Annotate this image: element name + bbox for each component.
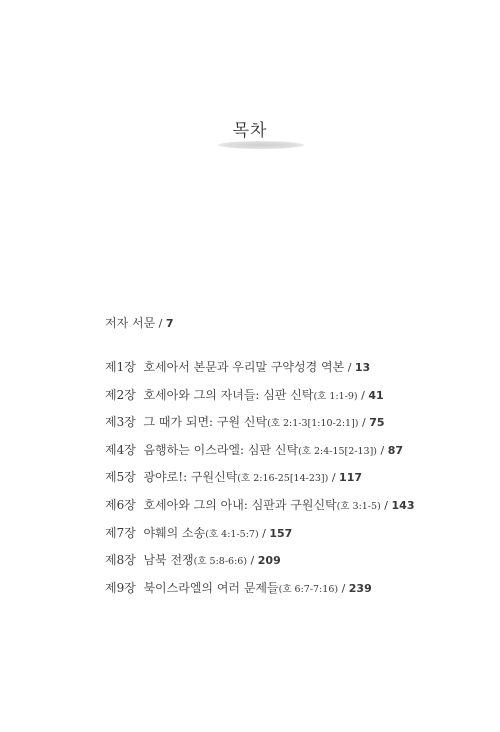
- chapter-reference: (호 2:1-3[1:10-2:1]): [267, 418, 359, 430]
- chapter-number: 제8장: [105, 553, 136, 568]
- table-of-contents: [105, 359, 414, 607]
- chapter-reference: (호 4:1-5:7): [205, 528, 259, 540]
- chapter-number: 제5장: [105, 470, 136, 485]
- separator: /: [247, 554, 258, 568]
- chapter-page-number: 41: [368, 388, 384, 402]
- preface-page-number: 7: [165, 317, 174, 330]
- chapter-number: 제6장: [105, 497, 136, 512]
- separator: /: [380, 498, 392, 512]
- chapter-number: 제2장: [105, 387, 136, 402]
- chapter-reference: (호 6:7-7:16): [278, 583, 339, 595]
- separator: /: [358, 416, 370, 430]
- chapter-entry-6[interactable]: [105, 497, 414, 525]
- chapter-title: 그 때가 되면: 구원 신탁: [143, 415, 268, 430]
- separator: /: [155, 317, 166, 330]
- chapter-reference: (호 2:4-15[2-13]): [298, 445, 378, 457]
- chapter-title: 호세아와 그의 자녀들: 심판 신탁: [143, 387, 314, 402]
- chapter-reference: (호 1:1-9): [313, 390, 358, 402]
- chapter-title: 야훼의 소송: [143, 525, 206, 540]
- preface-label: 저자 서문: [105, 316, 156, 330]
- chapter-number: 제4장: [105, 442, 136, 457]
- chapter-page-number: 209: [257, 554, 281, 568]
- chapter-page-number: 75: [369, 416, 385, 430]
- chapter-entry-9[interactable]: [105, 580, 414, 608]
- chapter-number: 제3장: [105, 415, 136, 430]
- chapter-reference: (호 5:8-6:6): [193, 556, 248, 568]
- chapter-page-number: 157: [269, 526, 293, 540]
- separator: /: [357, 388, 369, 402]
- chapter-reference: (호 3:1-5): [336, 500, 381, 512]
- separator: /: [328, 471, 340, 485]
- chapter-title: 광야로!: 구원신탁: [143, 470, 238, 485]
- chapter-title: 음행하는 이스라엘: 심판 신탁: [143, 442, 299, 457]
- chapter-title: 호세아와 그의 아내: 심판과 구원신탁: [143, 497, 337, 512]
- chapter-page-number: 13: [354, 361, 371, 374]
- separator: /: [344, 361, 355, 374]
- separator: /: [338, 581, 349, 595]
- chapter-page-number: 143: [391, 498, 415, 512]
- chapter-page-number: 117: [339, 471, 363, 485]
- chapter-entry-8[interactable]: [105, 552, 414, 580]
- chapter-title: 호세아서 본문과 우리말 구약성경 역본: [143, 360, 345, 374]
- chapter-page-number: 239: [348, 581, 372, 595]
- chapter-title: 남북 전쟁: [143, 553, 194, 568]
- preface-entry[interactable]: [105, 314, 174, 331]
- separator: /: [258, 526, 270, 540]
- chapter-entry-4[interactable]: [105, 442, 414, 470]
- chapter-reference: (호 2:16-25[14-23]): [237, 473, 329, 485]
- chapter-number: 제7장: [105, 525, 136, 540]
- chapter-entry-3[interactable]: [105, 414, 414, 442]
- chapter-number: 제1장: [105, 360, 136, 374]
- chapter-entry-5[interactable]: [105, 469, 414, 497]
- chapter-entry-1[interactable]: [105, 359, 414, 387]
- page-title: 목차: [232, 121, 268, 141]
- chapter-title: 북이스라엘의 여러 문제들: [143, 580, 279, 595]
- chapter-entry-7[interactable]: [105, 525, 414, 553]
- separator: /: [377, 443, 388, 457]
- title-underline-shadow: [218, 141, 304, 149]
- chapter-entry-2[interactable]: [105, 387, 414, 415]
- chapter-number: 제9장: [105, 580, 136, 595]
- chapter-page-number: 87: [387, 443, 404, 457]
